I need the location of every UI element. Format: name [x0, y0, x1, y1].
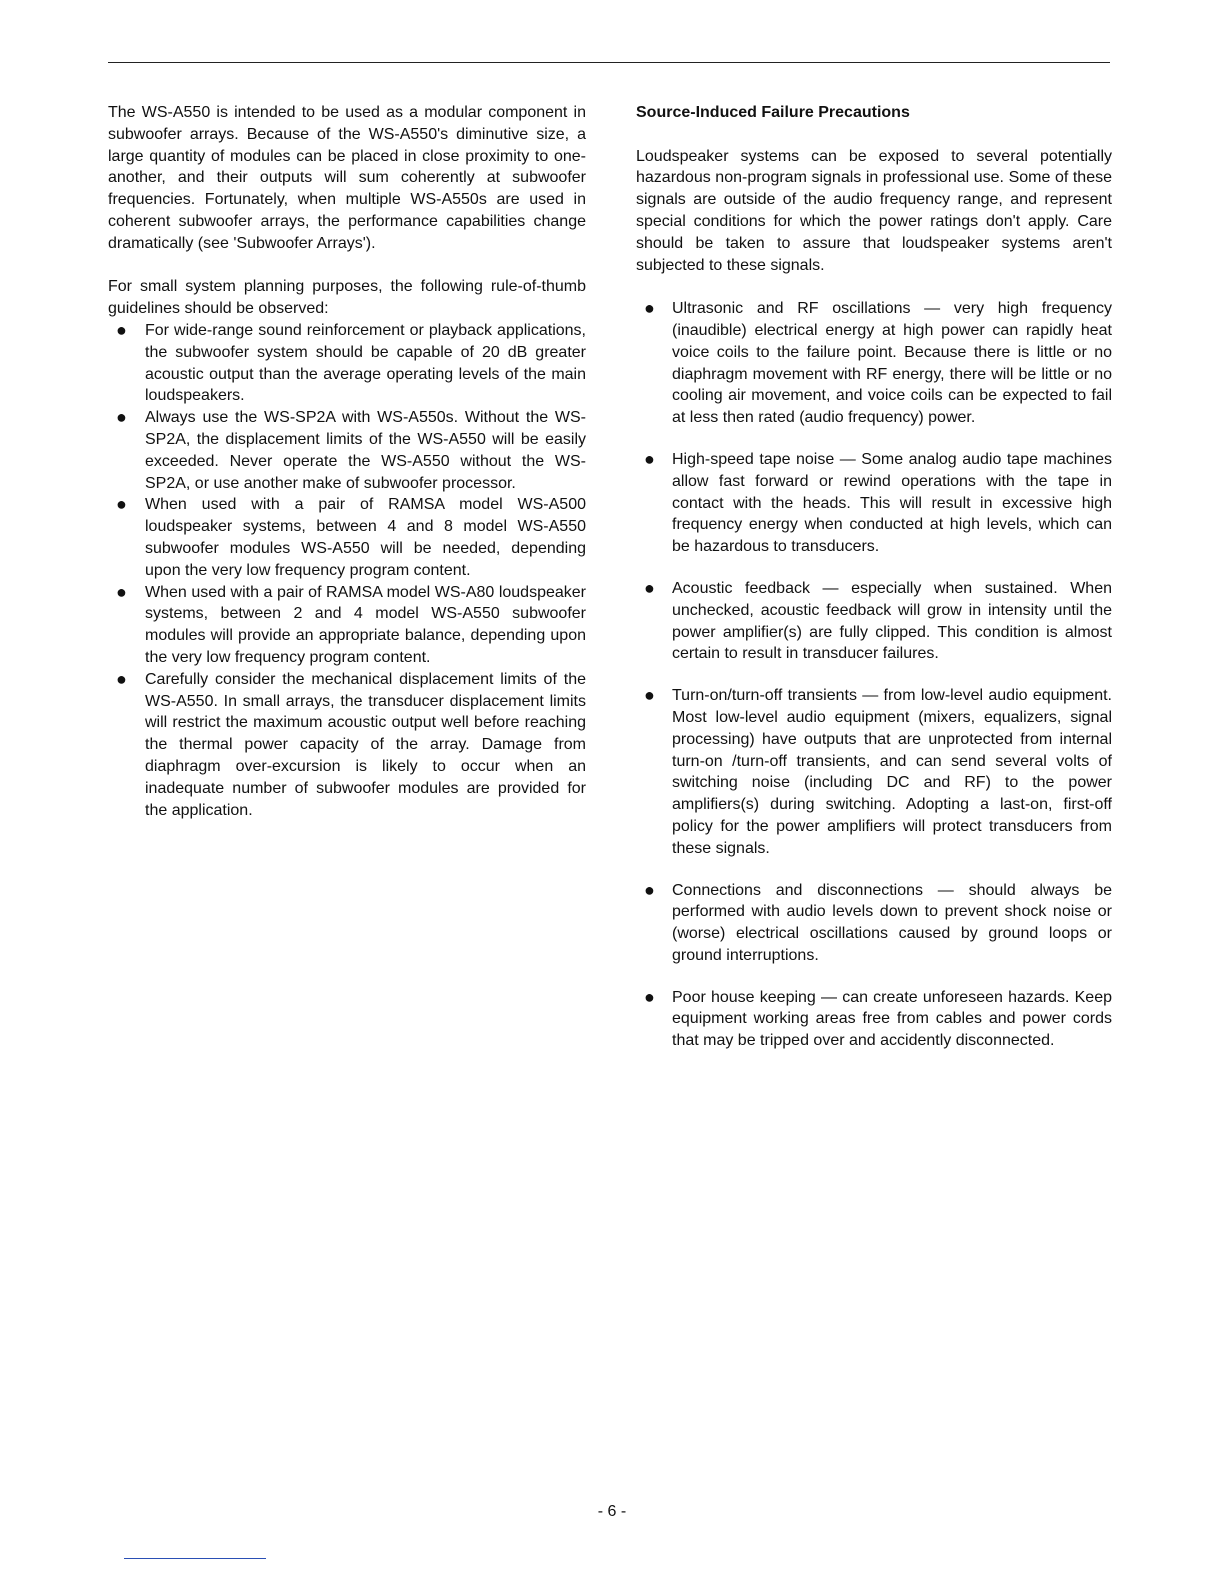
list-item-text: High-speed tape noise — Some analog audio tape machines allow fast forward or rewind operations with the tape in contact with the heads. This will result in excessive high frequency energy when conducted at high levels, which can be hazardous to transducers. — [672, 450, 1112, 556]
list-item-text: Poor house keeping — can create unforeseen hazards. Keep equipment working areas free from cables and power cords that may be tripped over and accidently disconnected. — [672, 988, 1112, 1050]
bullet-icon: ● — [116, 319, 127, 340]
list-item-text: For wide-range sound reinforcement or playback applications, the subwoofer system should be capable of 20 dB greater acoustic output than the average operating levels of the main loudspeakers. — [145, 321, 586, 405]
bullet-icon: ● — [116, 581, 127, 602]
header-rule — [108, 62, 1110, 63]
list-item — [636, 578, 1112, 665]
precautions-list — [636, 298, 1112, 1052]
section-heading: Source-Induced Failure Precautions — [636, 104, 910, 121]
bullet-icon: ● — [644, 685, 655, 706]
list-item-text: Turn-on/turn-off transients — from low-level audio equipment. Most low-level audio equipment (mixers, equalizers, signal processing) have outputs that are unprotected from internal turn-on /turn-off transients, and can send several volts of switching noise (including DC and RF) to the power amplifiers(s) during switching. Adopting a last-on, first-off policy for the power amplifiers will protect transducers from these signals. — [672, 687, 1112, 857]
bullet-icon: ● — [644, 577, 655, 598]
list-item-text: Acoustic feedback — especially when sustained. When unchecked, acoustic feedback will grow in intensity until the power amplifier(s) are fully clipped. This condition is almost certain to result in transducer failures. — [672, 579, 1112, 663]
list-item — [108, 407, 586, 494]
bullet-icon: ● — [644, 298, 655, 319]
precautions-intro-paragraph: Loudspeaker systems can be exposed to several potentially hazardous non-program signals in professional use. Some of these signals are outside of the audio frequency range, and represent special conditions for which the power ratings don't apply. Care should be taken to assure that loudspeaker systems aren't subjected to these signals. — [636, 147, 1112, 274]
list-item-text: Ultrasonic and RF oscillations — very high frequency (inaudible) electrical energy at high power can rapidly heat voice coils to the failure point. Because there is little or no diaphragm movement with RF energy, there will be little or no cooling air movement, and voice coils can be expected to fail at less then rated (audio frequency) power. — [672, 300, 1112, 427]
planning-intro-paragraph: For small system planning purposes, the following rule-of-thumb guidelines should be observed: — [108, 278, 586, 318]
guidelines-list — [108, 320, 586, 821]
list-item-text: When used with a pair of RAMSA model WS-A80 loudspeaker systems, between 2 and 4 model WS-A550 subwoofer modules will provide an appropriate balance, depending upon the very low frequency program content. — [145, 583, 586, 666]
bullet-icon: ● — [116, 407, 127, 428]
bullet-icon: ● — [644, 986, 655, 1007]
list-item — [108, 494, 586, 581]
list-item — [636, 298, 1112, 429]
list-item — [108, 582, 586, 669]
left-column — [108, 102, 586, 821]
list-item — [636, 449, 1112, 558]
intro-paragraph: The WS-A550 is intended to be used as a modular component in subwoofer arrays. Because of the WS-A550's diminutive size, a large quantity of modules can be placed in close proximity to one-another, and their outputs will sum coherently at subwoofer frequencies. Fortunately, when multiple WS-A550s are used in coherent subwoofer arrays, the performance capabilities change dramatically (see 'Subwoofer Arrays'). — [108, 104, 586, 252]
footer-link-underline — [124, 1558, 266, 1559]
list-item-text: Always use the WS-SP2A with WS-A550s. Without the WS-SP2A, the displacement limits of the WS-A550 will be easily exceeded. Never operate the WS-A550 without the WS-SP2A, or use another make of subwoofer processor. — [145, 409, 586, 492]
page-number: - 6 - — [597, 1503, 627, 1520]
bullet-icon: ● — [644, 879, 655, 900]
bullet-icon: ● — [644, 448, 655, 469]
bullet-icon: ● — [116, 668, 127, 689]
list-item — [636, 987, 1112, 1052]
list-item-text: When used with a pair of RAMSA model WS-A500 loudspeaker systems, between 4 and 8 model WS-A550 subwoofer modules WS-A550 will be needed, depending upon the very low frequency program content. — [145, 496, 586, 579]
list-item — [108, 320, 586, 407]
list-item-text: Carefully consider the mechanical displacement limits of the WS-A550. In small arrays, the transducer displacement limits will restrict the maximum acoustic output well before reaching the thermal power capacity of the array. Damage from diaphragm over-excursion is likely to occur when an inadequate number of subwoofer modules are provided for the application. — [145, 670, 586, 819]
list-item-text: Connections and disconnections — should always be performed with audio levels down to prevent shock noise or (worse) electrical oscillations caused by ground loops or ground interruptions. — [672, 881, 1112, 964]
bullet-icon: ● — [116, 494, 127, 515]
right-column — [636, 102, 1112, 1072]
list-item — [636, 880, 1112, 967]
list-item — [108, 669, 586, 822]
list-item — [636, 685, 1112, 859]
